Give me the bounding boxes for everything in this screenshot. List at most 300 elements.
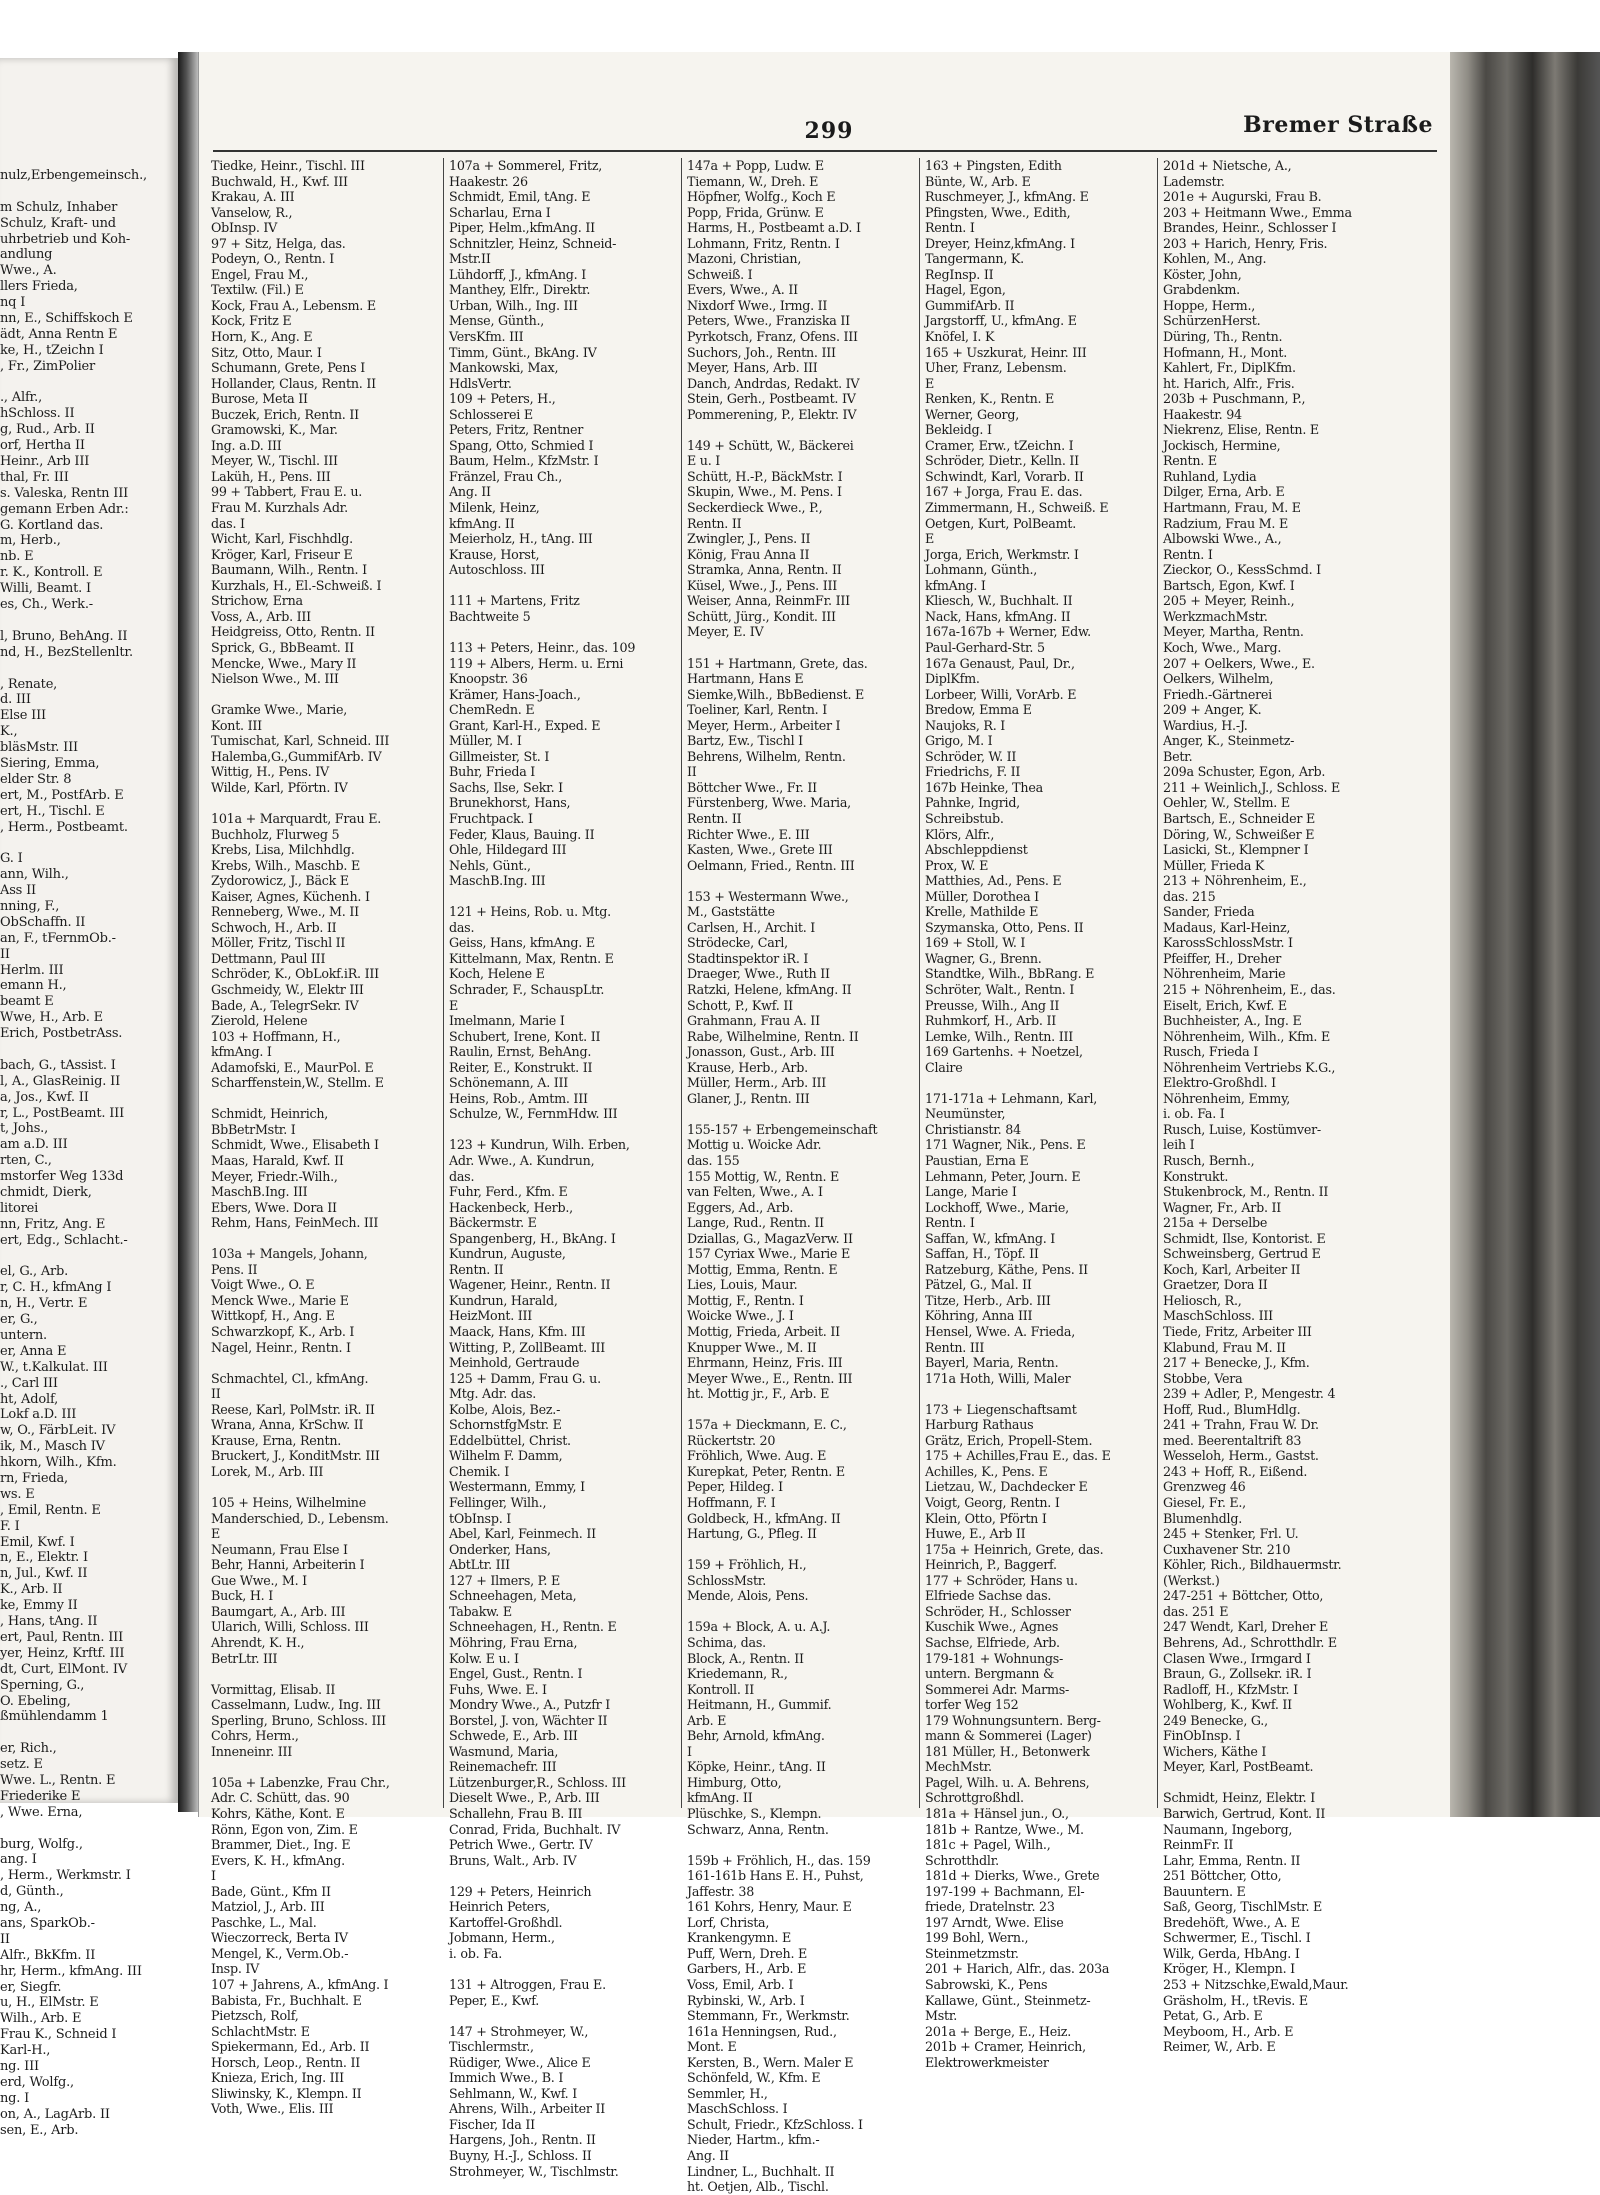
directory-entry: Kartoffel-Großhdl. <box>449 1914 563 1930</box>
directory-entry: Eggers, Ad., Arb. <box>687 1199 794 1215</box>
directory-entry: II <box>211 1386 221 1402</box>
directory-entry: 181 Müller, H., Betonwerk <box>925 1743 1090 1759</box>
directory-entry: Meierholz, H., tAng. III <box>449 531 593 547</box>
directory-entry: Wilh., Arb. E <box>0 2011 82 2027</box>
directory-entry: , Herm., Postbeamt. <box>0 819 128 835</box>
directory-entry: Scharlau, Erna I <box>449 204 551 220</box>
directory-entry: ws. E <box>0 1486 35 1502</box>
directory-entry: nulz,Erbengemeinsch., <box>0 168 147 183</box>
directory-entry: Mondry Wwe., A., Putzfr I <box>449 1697 611 1713</box>
directory-entry: Gräsholm, H., tRevis. E <box>1163 1992 1308 2008</box>
directory-entry: Möller, Fritz, Tischl II <box>211 935 346 951</box>
directory-entry: , Renate, <box>0 676 58 692</box>
directory-entry <box>449 1868 679 1884</box>
directory-entry: kfmAng. II <box>449 515 515 531</box>
directory-entry: ang. I <box>0 1852 37 1868</box>
directory-entry: Schröder, K., ObLokf.iR. III <box>211 966 379 982</box>
directory-entry: Peper, E., Kwf. <box>449 1992 540 2008</box>
directory-entry: ik, M., Masch IV <box>0 1439 105 1455</box>
directory-entry: Kurepkat, Peter, Rentn. E <box>687 1463 845 1479</box>
directory-entry: r, L., PostBeamt. III <box>0 1105 125 1121</box>
directory-entry: u, H., ElMstr. E <box>0 1995 99 2011</box>
directory-entry: Hollander, Claus, Rentn. II <box>211 375 376 391</box>
directory-entry: Kaiser, Agnes, Küchenh. I <box>211 888 370 904</box>
directory-entry: 123 + Kundrun, Wilh. Erben, <box>449 1137 630 1153</box>
directory-entry: Voss, Emil, Arb. I <box>687 1976 794 1992</box>
directory-entry: Erich, PostbetrAss. <box>0 1026 123 1042</box>
directory-entry: W., t.Kalkulat. III <box>0 1359 108 1375</box>
directory-entry: 199 Bohl, Wern., <box>925 1930 1029 1946</box>
directory-entry: Kröger, Karl, Friseur E <box>211 546 353 562</box>
directory-entry: Müller, Frieda K <box>1163 857 1265 873</box>
directory-entry: Radzium, Frau M. E <box>1163 515 1288 531</box>
directory-entry: Gillmeister, St. I <box>449 748 550 764</box>
directory-entry: II <box>687 764 697 780</box>
directory-entry <box>211 1479 441 1495</box>
directory-entry: llers Frieda, <box>0 279 78 295</box>
directory-entry: Engel, Gust., Rentn. I <box>449 1666 583 1682</box>
directory-entry: 245 + Stenker, Frl. U. <box>1163 1526 1299 1542</box>
directory-entry <box>449 889 679 905</box>
directory-entry: Voss, A., Arb. III <box>211 608 311 624</box>
directory-entry: Elektrowerkmeister <box>925 2054 1049 2070</box>
directory-entry: E <box>211 1526 221 1542</box>
directory-entry: 103a + Mangels, Johann, <box>211 1246 368 1262</box>
directory-entry: Urban, Wilh., Ing. III <box>449 297 578 313</box>
directory-entry: Blumenhdlg. <box>1163 1510 1243 1526</box>
directory-entry: Grahmann, Frau A. II <box>687 1013 820 1029</box>
directory-entry: , Herm., Werkmstr. I <box>0 1868 131 1884</box>
directory-entry: Peper, Hildeg. I <box>687 1479 783 1495</box>
directory-entry: Ruhmkorf, H., Arb. II <box>925 1013 1056 1029</box>
directory-entry: Nöhrenheim, Emmy, <box>1163 1090 1291 1106</box>
directory-entry: Hoppe, Herm., <box>1163 297 1256 313</box>
directory-entry: Böttcher Wwe., Fr. II <box>687 779 817 795</box>
directory-entry: Krämer, Hans-Joach., <box>449 686 581 702</box>
directory-entry: Lemke, Wilh., Rentn. III <box>925 1028 1074 1044</box>
directory-entry: Petat, G., Arb. E <box>1163 2008 1263 2024</box>
directory-entry: Fischer, Ida II <box>449 2116 535 2132</box>
directory-entry: 157 Cyriax Wwe., Marie E <box>687 1246 850 1262</box>
directory-entry: Ratzeburg, Käthe, Pens. II <box>925 1261 1088 1277</box>
directory-entry: Ahrens, Wilh., Arbeiter II <box>449 2101 606 2117</box>
directory-entry: 125 + Damm, Frau G. u. <box>449 1370 601 1386</box>
directory-entry: Fränzel, Frau Ch., <box>449 468 563 484</box>
directory-entry: Petrich Wwe., Gertr. IV <box>449 1837 593 1853</box>
directory-entry: ke, Emmy II <box>0 1598 78 1614</box>
directory-entry: Bade, Günt., Kfm II <box>211 1883 331 1899</box>
directory-entry: Elektro-Großhdl. I <box>1163 1075 1276 1091</box>
directory-entry: mann & Sommerei (Lager) <box>925 1728 1092 1744</box>
directory-entry: Sander, Frieda <box>1163 904 1255 920</box>
directory-entry: Jockisch, Hermine, <box>1163 437 1281 453</box>
directory-entry: mstorfer Weg 133d <box>0 1169 124 1185</box>
directory-entry: Grant, Karl-H., Exped. E <box>449 717 601 733</box>
directory-entry: F. I <box>0 1518 20 1534</box>
directory-entry: Schmidt, Heinz, Elektr. I <box>1163 1790 1316 1806</box>
directory-entry: Voth, Wwe., Elis. III <box>211 2101 334 2117</box>
directory-entry: Textilw. (Fil.) E <box>211 282 304 298</box>
directory-entry: Vanselow, R., <box>211 204 293 220</box>
directory-entry: Hargens, Joh., Rentn. II <box>449 2132 596 2148</box>
directory-entry: beamt E <box>0 994 54 1010</box>
directory-entry: ans, SparkOb.- <box>0 1915 95 1931</box>
directory-entry: Klörs, Alfr., <box>925 826 995 842</box>
directory-entry: Schima, das. <box>687 1634 766 1650</box>
directory-entry: Gschmeidy, W., Elektr III <box>211 981 364 997</box>
directory-entry: Herlm. III <box>0 962 64 978</box>
directory-entry: ert, Edg., Schlacht.- <box>0 1232 128 1248</box>
directory-entry: ng, A., <box>0 1900 42 1916</box>
directory-entry: Clasen Wwe., Irmgard I <box>1163 1650 1311 1666</box>
directory-entry: Nagel, Heinr., Rentn. I <box>211 1339 351 1355</box>
directory-entry: 209 + Anger, K. <box>1163 702 1262 718</box>
directory-entry: s. Valeska, Rentn III <box>0 485 129 501</box>
directory-entry: Lorf, Christa, <box>687 1914 770 1930</box>
directory-entry: Sitz, Otto, Maur. I <box>211 344 322 360</box>
directory-entry: Madaus, Karl-Heinz, <box>1163 919 1291 935</box>
directory-entry: Dettmann, Paul III <box>211 950 326 966</box>
directory-entry: ht. Harich, Alfr., Fris. <box>1163 375 1295 391</box>
directory-entry: Giesel, Fr. E., <box>1163 1495 1246 1511</box>
directory-entry: Behrens, Ad., Schrotthdlr. E <box>1163 1634 1337 1650</box>
directory-entry: Ohle, Hildegard III <box>449 842 567 858</box>
directory-entry: Nehls, Günt., <box>449 857 531 873</box>
directory-entry: Nack, Hans, kfmAng. II <box>925 608 1071 624</box>
directory-entry: hkorn, Wilh., Kfm. <box>0 1455 117 1471</box>
directory-entry: Schnitzler, Heinz, Schneid- <box>449 235 617 251</box>
directory-entry: i. ob. Fa. I <box>1163 1106 1225 1122</box>
directory-entry: Koch, Karl, Arbeiter II <box>1163 1261 1301 1277</box>
directory-entry: 119 + Albers, Herm. u. Erni <box>449 655 624 671</box>
directory-entry: Tiede, Fritz, Arbeiter III <box>1163 1324 1312 1340</box>
directory-entry: 203b + Puschmann, P., <box>1163 391 1306 407</box>
directory-entry: Tabakw. E <box>449 1603 512 1619</box>
directory-entry <box>0 1042 176 1058</box>
directory-entry: 201d + Nietsche, A., <box>1163 158 1292 173</box>
directory-entry: Stukenbrock, M., Rentn. II <box>1163 1184 1329 1200</box>
directory-entry: K., <box>0 724 18 740</box>
directory-entry: Kundrun, Auguste, <box>449 1246 566 1262</box>
directory-entry: Schönfeld, W., Kfm. E <box>687 2070 821 2086</box>
directory-entry: Behr, Hanni, Arbeiterin I <box>211 1557 365 1573</box>
directory-entry: Wichers, Käthe I <box>1163 1743 1267 1759</box>
directory-entry: Manderschied, D., Lebensm. <box>211 1510 389 1526</box>
directory-entry: Sabrowski, K., Pens <box>925 1976 1048 1992</box>
directory-entry: Dilger, Erna, Arb. E <box>1163 484 1285 500</box>
directory-entry: r. K., Kontroll. E <box>0 565 103 581</box>
directory-entry: Arb. E <box>687 1712 727 1728</box>
directory-entry: Skupin, Wwe., M. Pens. I <box>687 484 842 500</box>
directory-entry: Nielson Wwe., M. III <box>211 671 339 687</box>
directory-entry: Stobbe, Vera <box>1163 1370 1243 1386</box>
directory-entry: Mont. E <box>687 2039 737 2055</box>
directory-entry <box>449 1122 679 1138</box>
directory-entry: 159a + Block, A. u. A.J. <box>687 1619 831 1635</box>
directory-entry: Engel, Frau M., <box>211 266 309 282</box>
directory-entry: 167b Heinke, Thea <box>925 779 1043 795</box>
directory-entry: Adamofski, E., MaurPol. E <box>211 1059 374 1075</box>
directory-entry: Lorbeer, Willi, VorArb. E <box>925 686 1077 702</box>
directory-entry: 161-161b Hans E. H., Puhst, <box>687 1868 864 1884</box>
directory-entry: untern. Bergmann & <box>925 1666 1055 1682</box>
directory-entry: Fuhs, Wwe. E. I <box>449 1681 547 1697</box>
directory-entry: Hartmann, Frau, M. E <box>1163 500 1301 516</box>
directory-entry: AbtLtr. III <box>449 1557 510 1573</box>
directory-entry: Krebs, Lisa, Milchhdlg. <box>211 842 355 858</box>
directory-entry: Lützenburger,R., Schloss. III <box>449 1774 626 1790</box>
directory-entry: I <box>687 1743 692 1759</box>
directory-entry: Buck, H. I <box>211 1588 273 1604</box>
directory-entry: Schmidt, Heinrich, <box>211 1106 329 1122</box>
directory-entry: Witting, P., ZollBeamt. III <box>449 1339 605 1355</box>
directory-entry: Schwarzkopf, K., Arb. I <box>211 1324 355 1340</box>
directory-entry: Krause, Horst, <box>449 546 540 562</box>
directory-entry <box>687 1542 917 1558</box>
directory-entry: Harburg Rathaus <box>925 1417 1034 1433</box>
directory-entry: er, Siegfr. <box>0 1979 62 1995</box>
column-divider <box>919 158 920 1808</box>
directory-entry: Rentn. II <box>687 515 742 531</box>
directory-entry: 181b + Rantze, Wwe., M. <box>925 1821 1084 1837</box>
directory-entry: 167a Genaust, Paul, Dr., <box>925 655 1075 671</box>
directory-entry: Frau K., Schneid I <box>0 2027 117 2043</box>
directory-entry: 205 + Meyer, Reinh., <box>1163 593 1295 609</box>
directory-entry: Szymanska, Otto, Pens. II <box>925 919 1084 935</box>
directory-entry: Kallawe, Günt., Steinmetz- <box>925 1992 1091 2008</box>
directory-entry: Klein, Otto, Pförtn I <box>925 1510 1047 1526</box>
directory-entry: d, Günth., <box>0 1884 64 1900</box>
directory-entry: Himburg, Otto, <box>687 1774 782 1790</box>
directory-entry: 177 + Schröder, Hans u. <box>925 1572 1078 1588</box>
directory-entry: 249 Benecke, G., <box>1163 1712 1268 1728</box>
directory-entry: uhrbetrieb und Koh- <box>0 231 131 247</box>
directory-entry: Evers, K. H., kfmAng. <box>211 1852 345 1868</box>
directory-entry: , Wwe. Erna, <box>0 1804 83 1820</box>
directory-entry: Dieselt Wwe., P., Arb. III <box>449 1790 600 1806</box>
directory-entry: Tangermann, K. <box>925 251 1024 267</box>
directory-entry: Meyer, Hans, Arb. III <box>687 360 818 376</box>
directory-entry: Krelle, Mathilde E <box>925 904 1039 920</box>
directory-entry: 147a + Popp, Ludw. E <box>687 158 824 173</box>
directory-entry: Mtg. Adr. das. <box>449 1386 537 1402</box>
directory-entry: Pagel, Wilh. u. A. Behrens, <box>925 1774 1090 1790</box>
directory-entry: Jorga, Erich, Werkmstr. I <box>925 546 1079 562</box>
directory-entry: Lasicki, St., Klempner I <box>1163 842 1309 858</box>
directory-entry: Lietzau, W., Dachdecker E <box>925 1479 1088 1495</box>
directory-entry: Behr, Arnold, kfmAng. <box>687 1728 825 1744</box>
directory-entry: 165 + Uszkurat, Heinr. III <box>925 344 1087 360</box>
column-divider <box>443 158 444 1808</box>
directory-entry: Möhring, Frau Erna, <box>449 1634 578 1650</box>
directory-entry: Kittelmann, Max, Rentn. E <box>449 950 614 966</box>
directory-entry: ert, H., Tischl. E <box>0 803 105 819</box>
directory-entry: Schneehagen, H., Rentn. E <box>449 1619 617 1635</box>
directory-entry: 253 + Nitzschke,Ewald,Maur. <box>1163 1976 1349 1992</box>
directory-entry: Lindner, L., Buchhalt. II <box>687 2163 835 2179</box>
directory-entry: Fürstenberg, Wwe. Maria, <box>687 795 851 811</box>
directory-entry: Eiselt, Erich, Kwf. E <box>1163 997 1287 1013</box>
directory-entry: das. I <box>211 515 245 531</box>
directory-entry: Heins, Rob., Amtm. III <box>449 1090 588 1106</box>
directory-entry: Meinhold, Gertraude <box>449 1355 580 1371</box>
directory-entry: 111 + Martens, Fritz <box>449 593 580 609</box>
directory-entry: E <box>449 997 459 1013</box>
directory-entry: ReinmFr. II <box>1163 1837 1234 1853</box>
directory-entry: Eddelbüttel, Christ. <box>449 1432 571 1448</box>
directory-entry: Pyrkotsch, Franz, Ofens. III <box>687 329 858 345</box>
directory-entry: Rybinski, W., Arb. I <box>687 1992 805 2008</box>
directory-entry: ert, M., PostfArb. E <box>0 787 124 803</box>
directory-entry <box>211 1355 441 1371</box>
directory-entry: Fellinger, Wilh., <box>449 1495 547 1511</box>
directory-entry: Schwoch, H., Arb. II <box>211 919 337 935</box>
directory-entry: Else III <box>0 708 46 724</box>
directory-entry: Schrader, F., SchauspLtr. <box>449 981 605 997</box>
directory-entry: Reinemachefr. III <box>449 1759 557 1775</box>
directory-entry: Carlsen, H., Archit. I <box>687 919 816 935</box>
directory-entry: Schönemann, A. III <box>449 1075 569 1091</box>
directory-entry: a, Jos., Kwf. II <box>0 1089 89 1105</box>
directory-entry: rten, C., <box>0 1153 52 1169</box>
directory-entry: Ebers, Wwe. Dora II <box>211 1199 337 1215</box>
directory-entry: Schweiß. I <box>687 266 753 282</box>
directory-entry: Goldbeck, H., kfmAng. II <box>687 1510 841 1526</box>
directory-entry: 129 + Peters, Heinrich <box>449 1883 592 1899</box>
directory-entry: Reimer, W., Arb. E <box>1163 2039 1276 2055</box>
directory-entry: Gramowski, K., Mar. <box>211 422 338 438</box>
directory-entry: 175a + Heinrich, Grete, das. <box>925 1541 1104 1557</box>
directory-entry: Rusch, Bernh., <box>1163 1153 1255 1168</box>
directory-entry: Tumischat, Karl, Schneid. III <box>211 733 390 749</box>
directory-entry: Rentn. III <box>925 1339 985 1355</box>
directory-entry: 215a + Derselbe <box>1163 1215 1268 1231</box>
directory-entry: Wilde, Karl, Pförtn. IV <box>211 779 348 795</box>
directory-entry: Schwarz, Anna, Rentn. <box>687 1821 829 1837</box>
directory-entry: Oelmann, Fried., Rentn. III <box>687 857 855 873</box>
directory-entry: Schlosserei E <box>449 406 533 422</box>
directory-entry: Kont. III <box>211 717 262 733</box>
directory-entry: 151 + Hartmann, Grete, das. <box>687 655 868 671</box>
directory-entry: Schwermer, E., Tischl. I <box>1163 1930 1311 1946</box>
directory-entry: 171a Hoth, Willi, Maler <box>925 1370 1071 1386</box>
directory-entry: Woicke Wwe., J. I <box>687 1308 794 1324</box>
directory-entry <box>687 640 917 656</box>
directory-entry: Nieder, Hartm., kfm.- <box>687 2132 820 2148</box>
directory-entry: kfmAng. I <box>925 577 986 593</box>
directory-entry: Mengel, K., Verm.Ob.- <box>211 1945 349 1961</box>
directory-entry: 203 + Heitmann Wwe., Emma <box>1163 204 1352 220</box>
directory-entry: Haakestr. 94 <box>1163 406 1242 422</box>
directory-entry: Lokf a.D. III <box>0 1407 77 1423</box>
directory-entry: , Fr., ZimPolier <box>0 358 96 374</box>
directory-entry: Schulze, W., FernmHdw. III <box>449 1106 618 1122</box>
directory-entry: Zwingler, J., Pens. II <box>687 531 811 547</box>
directory-entry: Meyer, W., Tischl. III <box>211 453 338 469</box>
directory-entry: Voigt Wwe., O. E <box>211 1277 315 1293</box>
directory-entry: an, F., tFernmOb.- <box>0 930 116 946</box>
directory-entry: Kock, Frau A., Lebensm. E <box>211 297 376 313</box>
directory-entry: Hagel, Egon, <box>925 282 1006 298</box>
directory-entry: Glaner, J., Rentn. III <box>687 1090 810 1106</box>
directory-entry: Hensel, Wwe. A. Frieda, <box>925 1324 1075 1340</box>
directory-entry: II <box>0 946 10 962</box>
directory-entry: 149 + Schütt, W., Bäckerei <box>687 437 854 453</box>
directory-entry: Bruns, Walt., Arb. IV <box>449 1852 577 1868</box>
directory-entry <box>211 1666 441 1682</box>
directory-entry: 181a + Hänsel jun., O., <box>925 1805 1069 1821</box>
directory-entry: RegInsp. II <box>925 266 994 282</box>
directory-entry: Maack, Hans, Kfm. III <box>449 1324 586 1340</box>
directory-entry: 157a + Dieckmann, E. C., <box>687 1417 847 1433</box>
directory-entry: Stemmann, Fr., Werkmstr. <box>687 2008 850 2024</box>
directory-entry: Kohlen, M., Ang. <box>1163 251 1267 267</box>
directory-entry: Niekrenz, Elise, Rentn. E <box>1163 422 1319 438</box>
directory-entry: nq I <box>0 295 26 311</box>
directory-entry: kfmAng. II <box>687 1790 753 1806</box>
directory-page <box>198 52 1451 2195</box>
directory-entry: SchürzenHerst. <box>1163 313 1261 329</box>
directory-entry: yer, Heinz, Krftf. III <box>0 1645 125 1661</box>
directory-entry <box>687 1837 917 1853</box>
directory-entry: Draeger, Wwe., Ruth II <box>687 966 830 982</box>
directory-entry: nn, Fritz, Ang. E <box>0 1216 106 1232</box>
directory-entry: 173 + Liegenschaftsamt <box>925 1401 1077 1417</box>
directory-entry: Schütt, Jürg., Kondit. III <box>687 608 836 624</box>
directory-entry: Buchholz, Flurweg 5 <box>211 826 340 842</box>
directory-entry: Piper, Helm.,kfmAng. II <box>449 220 595 236</box>
directory-entry: ng. III <box>0 2058 39 2074</box>
directory-entry: Zydorowicz, J., Bäck E <box>211 873 349 889</box>
directory-entry: 169 Gartenhs. + Noetzel, <box>925 1044 1083 1060</box>
directory-entry: ObInsp. IV <box>211 220 278 236</box>
directory-entry: 101a + Marquardt, Frau E. <box>211 810 381 826</box>
directory-entry: 153 + Westermann Wwe., <box>687 888 849 904</box>
directory-entry: Pommerening, P., Elektr. IV <box>687 406 857 422</box>
directory-entry: 97 + Sitz, Helga, das. <box>211 235 346 251</box>
directory-entry: Knoopstr. 36 <box>449 671 528 687</box>
directory-entry: Saß, Georg, TischlMstr. E <box>1163 1899 1323 1915</box>
directory-entry: Ratzki, Helene, kfmAng. II <box>687 981 852 997</box>
directory-entry: Semmler, H., <box>687 2085 768 2101</box>
directory-entry <box>449 1961 679 1977</box>
directory-entry: Brunekhorst, Hans, <box>449 795 571 811</box>
directory-entry: Wagner, Fr., Arb. II <box>1163 1199 1282 1215</box>
directory-entry: er, G., <box>0 1312 38 1328</box>
directory-entry: andlung <box>0 247 53 263</box>
directory-entry: Mende, Alois, Pens. <box>687 1588 809 1604</box>
directory-entry: SchornstfgMstr. E <box>449 1417 562 1433</box>
directory-entry: 203 + Harich, Henry, Fris. <box>1163 235 1328 251</box>
directory-entry: Bredehöft, Wwe., A. E <box>1163 1914 1300 1930</box>
directory-entry: , Hans, tAng. II <box>0 1614 98 1630</box>
directory-entry: Wagener, Heinr., Rentn. II <box>449 1277 611 1293</box>
directory-entry <box>0 375 176 391</box>
directory-entry: Feder, Klaus, Bauing. II <box>449 826 595 842</box>
directory-entry: Döring, W., Schweißer E <box>1163 826 1315 842</box>
directory-entry: dt, Curt, ElMont. IV <box>0 1661 128 1677</box>
directory-entry: sen, E., Arb. <box>0 2122 79 2138</box>
directory-entry: Hoff, Rud., BlumHdlg. <box>1163 1401 1301 1417</box>
directory-entry: Harms, H., Postbeamt a.D. I <box>687 220 861 236</box>
directory-entry: Raulin, Ernst, BehAng. <box>449 1044 592 1060</box>
directory-entry: Wilk, Gerda, HbAng. I <box>1163 1945 1300 1961</box>
directory-entry: Klabund, Frau M. II <box>1163 1339 1286 1355</box>
directory-entry: Schwindt, Karl, Vorarb. II <box>925 468 1084 484</box>
directory-entry: Alfr., BkKfm. II <box>0 1947 96 1963</box>
directory-entry: Wittkopf, H., Ang. E <box>211 1308 335 1324</box>
directory-entry: Stramka, Anna, Rentn. II <box>687 562 842 578</box>
